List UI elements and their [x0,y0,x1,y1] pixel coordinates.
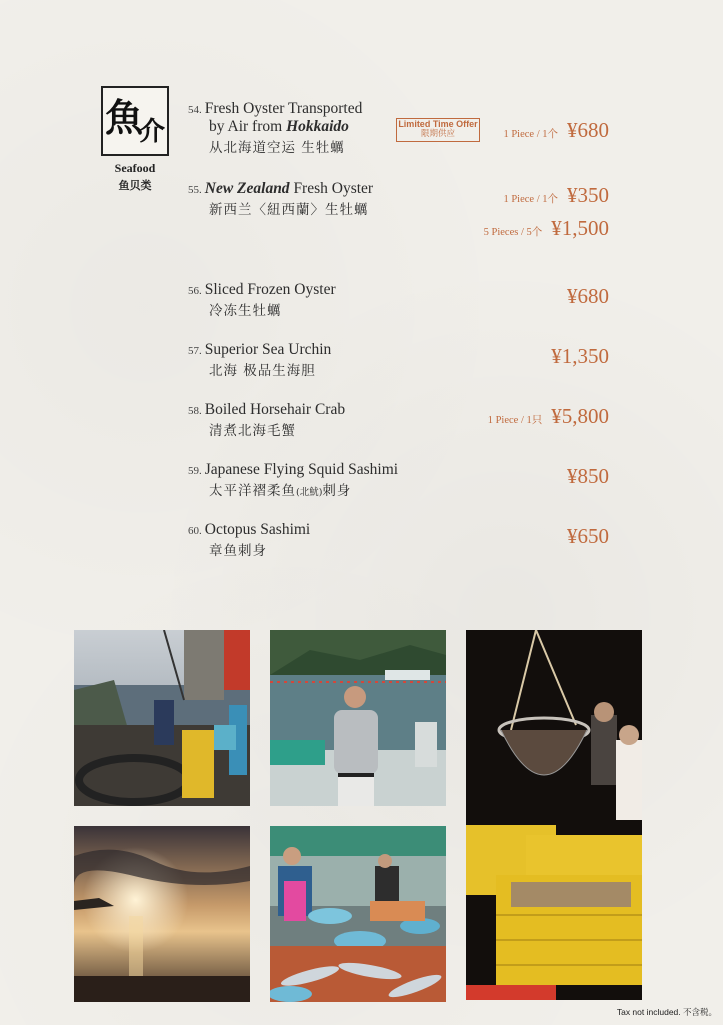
price-row [484,216,609,241]
item-name-en-line2: by Air from [209,118,287,135]
price-row [567,464,609,489]
item-name-en: Boiled Horsehair Crab [204,401,346,418]
price-amount: ¥1,500 [551,216,609,240]
price-row [567,524,609,549]
item-number: 60. [188,525,202,537]
item-name-zh [188,479,398,499]
item-name-zh: 新西兰〈紐西蘭〉生牡蠣 [209,202,369,218]
price-row [567,284,609,309]
price-row [551,344,609,369]
price-qty: 1 Piece / 1个 [503,129,558,140]
item-number: 59. [188,465,202,477]
limited-offer-badge [396,118,480,142]
menu-item-58 [188,401,345,439]
item-name-zh: 清煮北海毛蟹 [209,423,296,439]
menu-item-56 [188,281,336,319]
item-name-zh-note: (北魷) [296,487,323,498]
menu-item-55 [188,180,373,218]
price-amount: ¥650 [567,524,609,548]
category-name-zh: 鱼贝类 [118,179,152,192]
photo-fishing-boat [74,630,250,806]
price-qty: 1 Piece / 1只 [487,415,543,426]
limited-offer-zh: 限期供应 [420,128,455,139]
item-name-en: Superior Sea Urchin [204,341,332,358]
price-row [503,183,609,208]
item-name-en: Fresh Oyster Transported [204,100,363,117]
item-name-en: Sliced Frozen Oyster [204,281,336,298]
menu-item-54 [188,100,362,156]
tax-note: Tax not included. 不含税。 [616,1007,717,1017]
menu-item-57 [188,341,331,379]
item-number: 57. [188,345,202,357]
menu-item-59 [188,461,398,499]
photo-net-crates-night [466,630,642,1000]
item-name-zh-main: 太平洋褶柔鱼 [209,483,296,499]
item-name-zh: 冷冻生牡蠣 [209,303,282,319]
menu-item-60 [188,521,310,559]
price-row [503,118,609,143]
item-name-en: Fresh Oyster [289,180,374,197]
item-name-en-bold: Hokkaido [286,118,349,135]
item-name-en-bold: New Zealand [204,180,290,197]
item-number: 54. [188,104,202,116]
item-name-zh: 章鱼刺身 [209,543,267,559]
photo-sunset-sea [74,826,250,1002]
price-amount: ¥1,350 [551,344,609,368]
photo-fisherman-harbor [270,630,446,806]
item-name-en: Octopus Sashimi [204,521,311,538]
price-row [488,404,609,429]
item-name-en: Japanese Flying Squid Sashimi [204,461,399,478]
price-amount: ¥350 [567,183,609,207]
emblem-char-fish: 魚 [104,95,143,140]
photo-fish-market [270,826,446,1002]
price-amount: ¥680 [567,284,609,308]
category-emblem [101,86,169,156]
price-qty: 5 Pieces / 5个 [483,227,543,238]
limited-offer-en: Limited Time Offer [398,119,478,129]
price-amount: ¥5,800 [551,404,609,428]
item-name-zh: 北海 极品生海胆 [209,363,316,379]
item-name-zh: 从北海道空运 生牡蠣 [209,140,345,156]
emblem-char-shell: 介 [139,117,166,147]
price-amount: ¥680 [567,118,609,142]
price-amount: ¥850 [567,464,609,488]
price-qty: 1 Piece / 1个 [503,194,558,205]
item-number: 55. [188,184,202,196]
item-number: 56. [188,285,202,297]
item-number: 58. [188,405,202,417]
item-name-zh-suffix: 刺身 [322,483,352,499]
category-name-en: Seafood [114,161,156,175]
